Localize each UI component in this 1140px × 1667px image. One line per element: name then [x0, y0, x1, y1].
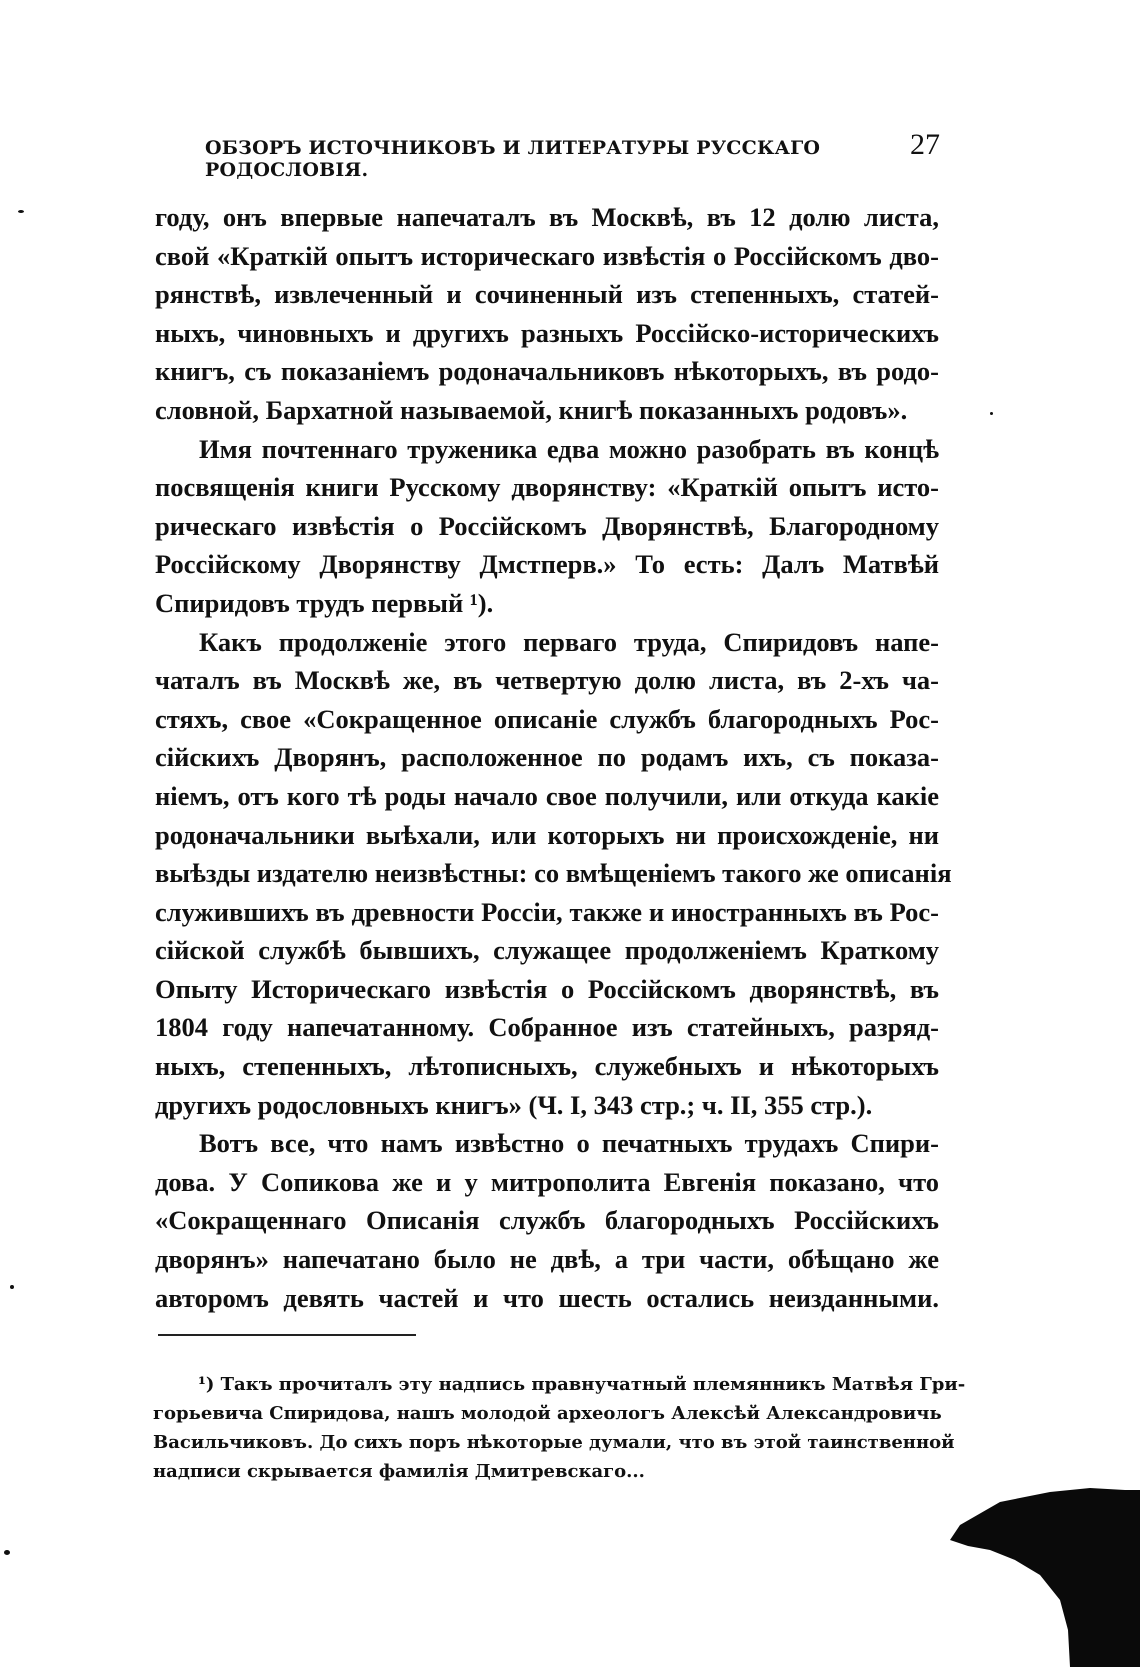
text-line: чаталъ въ Москвѣ же, въ четвертую долю листа, въ 2-хъ ча-: [155, 665, 939, 696]
footnote-separator: [158, 1334, 416, 1336]
running-title: ОБЗОРЪ ИСТОЧНИКОВЪ И ЛИТЕРАТУРЫ РУССКАГО РОДОСЛОВІЯ.: [205, 137, 821, 181]
footnote-line: надписи скрывается фамилія Дмитревскаго...: [153, 1461, 645, 1482]
text-line: рическаго извѣстія о Россійскомъ Дворянствѣ, Благородному: [155, 510, 939, 541]
footnote-line: ¹) Такъ прочиталъ эту надпись правнучатный племянникъ Матвѣя Гри-: [198, 1374, 966, 1395]
main-text: [155, 198, 952, 1317]
scan-speck: [18, 210, 24, 213]
scan-speck: [990, 412, 993, 415]
text-line: ніемъ, отъ кого тѣ роды начало свое получили, или откуда какіе: [155, 780, 939, 811]
paragraph-start: Вотъ все, что намъ извѣстно о печатныхъ трудахъ Спири-: [199, 1128, 939, 1159]
footnote-line: горьевича Спиридова, нашъ молодой археологъ Алексѣй Александровичь: [153, 1403, 942, 1424]
running-header: [205, 128, 940, 181]
text-line: 1804 году напечатанному. Собранное изъ статейныхъ, разряд-: [155, 1012, 939, 1043]
text-line: Спиридовъ трудъ первый ¹).: [155, 587, 494, 618]
scan-speck: [10, 1285, 14, 1289]
text-line: выѣзды издателю неизвѣстны: со вмѣщеніемъ такого же описанія: [155, 858, 952, 889]
text-line: году, онъ впервые напечаталъ въ Москвѣ, въ 12 долю листа,: [155, 202, 939, 232]
paragraph-start: Имя почтеннаго труженика едва можно разобрать въ концѣ: [199, 433, 939, 464]
text-line: свой «Краткій опытъ историческаго извѣстія о Россійскомъ дво-: [155, 240, 939, 271]
text-line: Опыту Историческаго извѣстія о Россійскомъ дворянствѣ, въ: [155, 973, 939, 1004]
text-line: словной, Бархатной называемой, книгѣ показанныхъ родовъ».: [155, 394, 908, 425]
footnote-line: Васильчиковъ. До сихъ поръ нѣкоторые думали, что въ этой таинственной: [153, 1432, 955, 1453]
text-line: книгъ, съ показаніемъ родоначальниковъ нѣкоторыхъ, въ родо-: [155, 356, 939, 387]
scan-speck: [4, 1550, 10, 1555]
text-line: «Сокращеннаго Описанія службъ благородныхъ Россійскихъ: [155, 1205, 939, 1236]
text-line: сійской службѣ бывшихъ, служащее продолженіемъ Краткому: [155, 935, 939, 966]
scan-blot: [940, 1480, 1140, 1667]
page-number: 27: [910, 128, 940, 161]
text-line: другихъ родословныхъ книгъ» (Ч. I, 343 стр.; ч. II, 355 стр.).: [155, 1089, 873, 1120]
text-line: стяхъ, свое «Сокращенное описаніе службъ благородныхъ Рос-: [155, 703, 939, 734]
text-line: сійскихъ Дворянъ, расположенное по родамъ ихъ, съ показа-: [155, 742, 939, 773]
text-line: дворянъ» напечатано было не двѣ, а три части, обѣщано же: [155, 1244, 939, 1275]
paragraph-start: Какъ продолженіе этого перваго труда, Спиридовъ напе-: [199, 626, 939, 657]
text-line: ныхъ, чиновныхъ и другихъ разныхъ Россійско-историческихъ: [155, 317, 939, 348]
text-line: авторомъ девять частей и что шесть остались неизданными.: [155, 1282, 939, 1313]
text-line: родоначальники выѣхали, или которыхъ ни происхожденіе, ни: [155, 819, 939, 850]
text-line: рянствѣ, извлеченный и сочиненный изъ степенныхъ, статей-: [155, 279, 939, 310]
footnote: [153, 1370, 966, 1486]
text-line: ныхъ, степенныхъ, лѣтописныхъ, служебныхъ и нѣкоторыхъ: [155, 1051, 939, 1082]
text-line: дова. У Сопикова же и у митрополита Евгенія показано, что: [155, 1166, 939, 1197]
text-line: служившихъ въ древности Россіи, также и иностранныхъ въ Рос-: [155, 896, 939, 927]
text-line: Россійскому Дворянству Дмстперв.» То есть: Далъ Матвѣй: [155, 549, 939, 580]
text-line: посвященія книги Русскому дворянству: «Краткій опытъ исто-: [155, 472, 939, 503]
